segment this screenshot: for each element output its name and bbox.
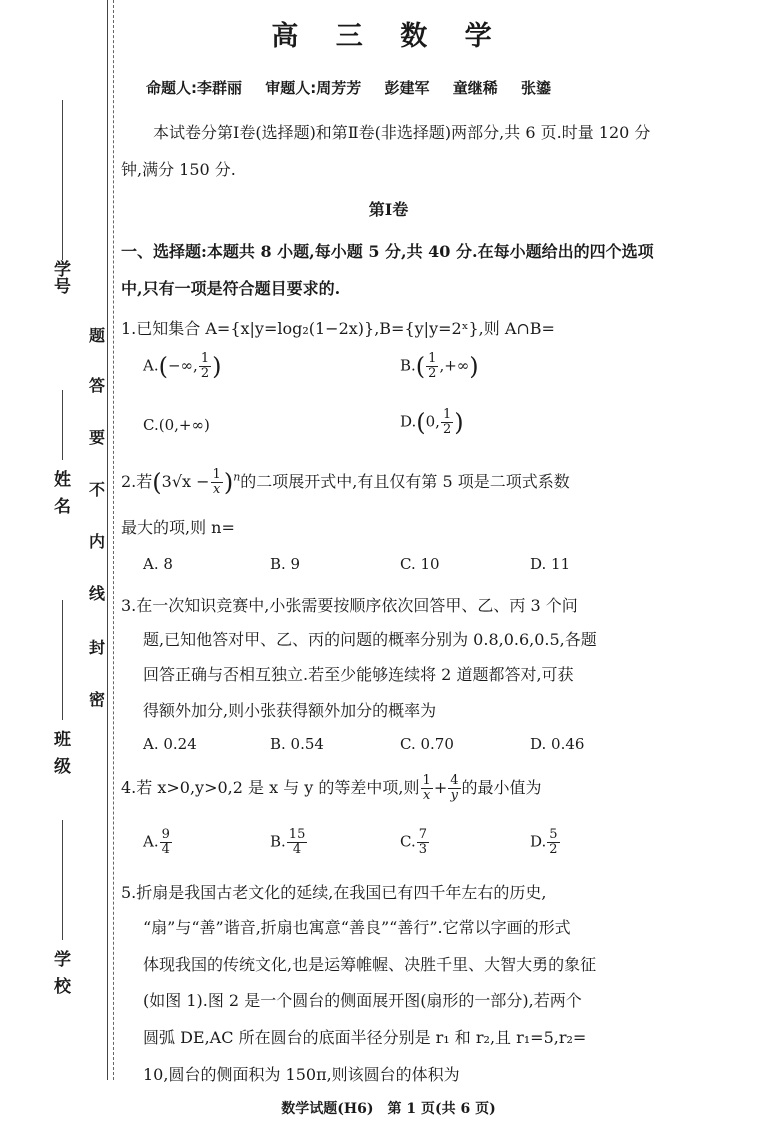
seal-char: 内 xyxy=(88,532,105,551)
field-line xyxy=(62,100,63,260)
seal-char: 不 xyxy=(88,480,105,499)
seal-char: 线 xyxy=(88,584,105,603)
q5-stem-line: 10,圆台的侧面积为 150π,则该圆台的体积为 xyxy=(143,1065,460,1084)
exam-intro: 本试卷分第Ⅰ卷(选择题)和第Ⅱ卷(非选择题)两部分,共 6 页.时量 120 分钟,满分 150 分. xyxy=(121,123,651,179)
q3-stem-line: 题,已知他答对甲、乙、丙的问题的概率分别为 0.8,0.6,0.5,各题 xyxy=(143,630,597,649)
q3-option-c[interactable]: C. 0.70 xyxy=(400,735,454,753)
q4-option-a[interactable]: A. $\frac{9}{4}$ xyxy=(143,827,170,857)
seal-char: 封 xyxy=(88,638,105,657)
field-label: 学号 xyxy=(50,260,70,294)
field-label: 姓名 xyxy=(50,470,70,524)
q2-option-a[interactable]: A. 8 xyxy=(143,555,173,573)
q4-option-b[interactable]: B. $\frac{15}{4}$ xyxy=(270,827,306,857)
q2-option-b[interactable]: B. 9 xyxy=(270,555,301,573)
reviewer-name: 童继稀 xyxy=(452,79,498,97)
q5-stem-line: 5.折扇是我国古老文化的延续,在我国已有四千年左右的历史, xyxy=(121,883,547,902)
reviewer-name: 张鎏 xyxy=(520,79,551,97)
q2-stem-cont: 最大的项,则 n= xyxy=(121,518,235,537)
page-footer: 数学试题(H6) 第 1 页(共 6 页) xyxy=(281,1101,496,1117)
q3-option-a[interactable]: A. 0.24 xyxy=(143,735,197,753)
field-label: 学校 xyxy=(50,950,70,1004)
q5-stem-line: 体现我国的传统文化,也是运筹帷幄、决胜千里、大智大勇的象征 xyxy=(143,955,597,974)
q2-stem: 2.若(3√x − $\frac{1}{x}$ )$^n$的二项展开式中,有且仅有第 5 项是二项式系数 xyxy=(121,467,570,497)
q2-option-c[interactable]: C. 10 xyxy=(400,555,440,573)
q3-option-d[interactable]: D. 0.46 xyxy=(530,735,585,753)
section-title: 第Ⅰ卷 xyxy=(368,200,409,219)
reviewer-label: 审题人:周芳芳 xyxy=(265,79,362,97)
q2-option-d[interactable]: D. 11 xyxy=(530,555,571,573)
q3-option-b[interactable]: B. 0.54 xyxy=(270,735,324,753)
section-instruction: 一、选择题:本题共 8 小题,每小题 5 分,共 40 分.在每小题给出的四个选项中,只有一项是符合题目要求的. xyxy=(121,242,654,298)
q1-option-b[interactable]: B.( $\frac{1}{2}$ ,+∞) xyxy=(400,351,479,381)
q1-option-d[interactable]: D.(0, $\frac{1}{2}$ ) xyxy=(400,407,464,437)
q5-stem-line: (如图 1).图 2 是一个圆台的侧面展开图(扇形的一部分),若两个 xyxy=(143,991,582,1010)
q4-option-d[interactable]: D. $\frac{5}{2}$ xyxy=(530,827,558,857)
q1-option-a[interactable]: A.(−∞, $\frac{1}{2}$ ) xyxy=(143,351,222,381)
field-name[interactable] xyxy=(48,330,78,524)
seal-char: 要 xyxy=(88,428,105,447)
field-class[interactable] xyxy=(48,540,78,784)
seal-char: 答 xyxy=(88,376,105,395)
field-line xyxy=(62,820,63,940)
q1-option-c[interactable]: C.(0,+∞) xyxy=(143,416,210,434)
field-school[interactable] xyxy=(48,790,78,1040)
q5-stem-line: “扇”与“善”谐音,折扇也寓意“善良”“善行”.它常以字画的形式 xyxy=(143,918,571,937)
q3-stem-line: 回答正确与否相互独立.若至少能够连续将 2 道题都答对,可获 xyxy=(143,665,574,684)
authors-line xyxy=(146,77,569,98)
seal-dashed-line xyxy=(113,0,114,1080)
q4-option-c[interactable]: C. $\frac{7}{3}$ xyxy=(400,827,427,857)
reviewer-name: 彭建军 xyxy=(384,79,430,97)
seal-char: 题 xyxy=(88,326,105,345)
page-title: 高 三 数 学 xyxy=(271,21,506,52)
q1-stem: 1.已知集合 A={x|y=log₂(1−2x)},B={y|y=2ˣ},则 A∩B= xyxy=(121,319,555,338)
q4-stem: 4.若 x>0,y>0,2 是 x 与 y 的等差中项,则 $\frac{1}{x}$ + $\frac{4}{y}$ 的最小值为 xyxy=(121,773,542,803)
field-line xyxy=(62,600,63,720)
q3-stem-line: 3.在一次知识竞赛中,小张需要按顺序依次回答甲、乙、丙 3 个问 xyxy=(121,596,578,615)
seal-char: 密 xyxy=(88,690,105,709)
q3-stem-line: 得额外加分,则小张获得额外加分的概率为 xyxy=(143,701,437,720)
field-line xyxy=(62,390,63,460)
q5-stem-line: 圆弧 DE,AC 所在圆台的底面半径分别是 r₁ 和 r₂,且 r₁=5,r₂= xyxy=(143,1028,587,1047)
setter-label: 命题人:李群丽 xyxy=(146,79,242,97)
field-label: 班级 xyxy=(50,730,70,784)
field-student-id[interactable] xyxy=(48,60,78,320)
